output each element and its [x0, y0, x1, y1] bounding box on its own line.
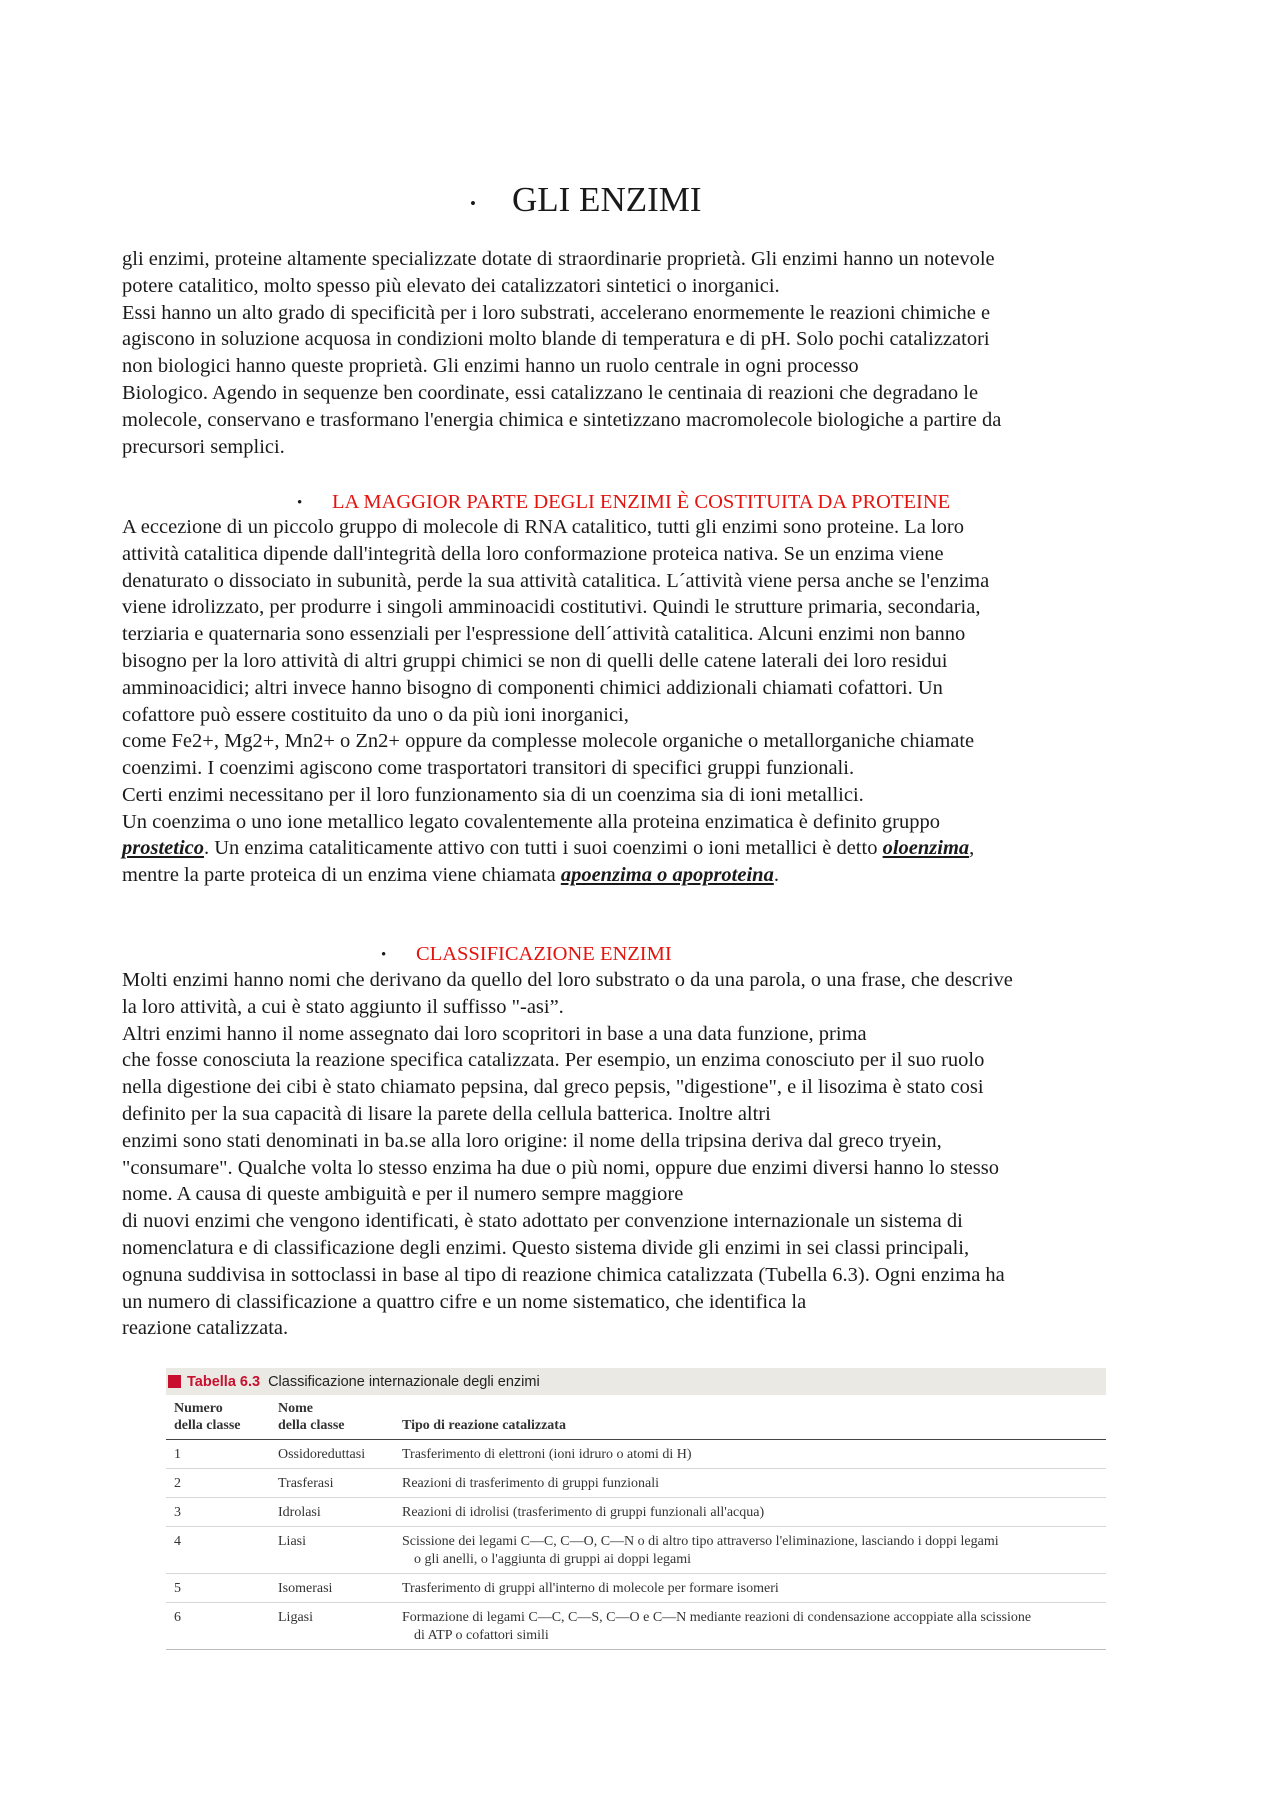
class-number: 4	[174, 1534, 181, 1549]
bullet-icon: •	[297, 495, 303, 511]
table-row	[166, 1574, 1106, 1603]
table-header-row	[166, 1398, 1106, 1440]
text-span: . Un enzima cataliticamente attivo con tutti i suoi coenzimi o ioni metallici è detto	[204, 837, 883, 859]
class-name: Isomerasi	[278, 1581, 333, 1596]
bullet-icon: •	[470, 194, 476, 213]
reaction-type: Reazioni di trasferimento di gruppi funzionali	[402, 1476, 659, 1491]
class-number: 3	[174, 1505, 181, 1520]
class-number: 2	[174, 1476, 181, 1491]
table-row	[166, 1527, 1106, 1574]
reaction-type: Trasferimento di gruppi all'interno di molecole per formare isomeri	[402, 1581, 779, 1596]
page-title: GLI ENZIMI	[512, 180, 702, 219]
text-span: .	[773, 864, 779, 886]
term-apoenzima: apoenzima o apoproteina	[560, 864, 774, 886]
table-title: Classificazione internazionale degli enzimi	[268, 1373, 540, 1390]
bullet-icon: •	[381, 947, 387, 963]
reaction-type	[394, 1603, 1106, 1650]
table-row	[166, 1603, 1106, 1650]
column-header: Nome della classe	[278, 1401, 345, 1433]
term-oloenzima: oloenzima	[882, 837, 970, 859]
text-span: ,	[969, 837, 975, 859]
section1-paragraph: A eccezione di un piccolo gruppo di molecole di RNA catalitico, tutti gli enzimi sono proteine. La loro attività catalitica dipende dall'integrità della loro conformazione proteica nativa. Se un enzima viene denaturato o dissociato in subunità, perde la sua attività catalitica. L´attività viene persa anche se l'enzima viene idrolizzato, per produrre i singoli amminoacidi costitutivi. Quindi le strutture primaria, secondaria, terziaria e quaternaria sono essenziali per l'espressione dell´attività catalitica. Alcuni enzimi non banno bisogno per la loro attività di altri gruppi chimici se non di quelli delle catene laterali dei loro residui amminoacidici; altri invece hanno bisogno di componenti chimici addizionali chiamati cofattori. Un cofattore può essere costituito da uno o da più ioni inorganici, come Fe2+, Mg2+, Mn2+ o Zn2+ oppure da complesse molecole organiche o metallorganiche chiamate coenzimi. I coenzimi agiscono come trasportatori transitori di specifici gruppi funzionali. Certi enzimi necessitano per il loro funzionamento sia di un coenzima sia di ioni metallici. Un coenzima o uno ione metallico legato covalentemente alla proteina enzimatica è definito gruppo	[122, 516, 990, 833]
reaction-type: Reazioni di idrolisi (trasferimento di gruppi funzionali all'acqua)	[402, 1505, 765, 1520]
class-number: 1	[174, 1447, 181, 1462]
column-header: Tipo di reazione catalizzata	[402, 1418, 566, 1433]
class-number: 6	[174, 1610, 181, 1625]
intro-paragraph: gli enzimi, proteine altamente specializzate dotate di straordinarie proprietà. Gli enzimi hanno un notevole potere catalitico, molto spesso più elevato dei catalizzatori sintetici o inorganici. Essi hanno un alto grado di specificità per i loro substrati, accelerano enormemente le reazioni chimiche e agiscono in soluzione acquosa in condizioni molto blande di temperatura e di pH. Solo pochi catalizzatori non biologici hanno queste proprietà. Gli enzimi hanno un ruolo centrale in ogni processo Biologico. Agendo in sequenze ben coordinate, essi catalizzano le centinaia di reazioni che degradano le molecole, conservano e trasformano l'energia chimica e sintetizzano macromolecole biologiche a partire da precursori semplici.	[122, 248, 1002, 458]
reaction-type-continuation: o gli anelli, o l'aggiunta di gruppi ai doppi legami	[414, 1552, 692, 1567]
reaction-type	[394, 1527, 1106, 1574]
reaction-type-line: Scissione dei legami C—C, C—O, C—N o di altro tipo attraverso l'eliminazione, lasciando i doppi legami	[402, 1534, 999, 1549]
column-header: Numero della classe	[174, 1401, 241, 1433]
table-row	[166, 1440, 1106, 1469]
text-span: mentre la parte proteica di un enzima viene chiamata	[122, 864, 561, 886]
section-heading-proteine	[297, 489, 951, 515]
class-name: Ossidoreduttasi	[278, 1447, 366, 1462]
class-number: 5	[174, 1581, 181, 1596]
title-row	[0, 176, 1280, 226]
table-row	[166, 1469, 1106, 1498]
section-heading-classificazione	[381, 941, 672, 967]
table	[166, 1398, 1106, 1650]
class-name: Liasi	[278, 1534, 306, 1549]
class-name: Trasferasi	[278, 1476, 334, 1491]
term-prostetico: prostetico	[122, 837, 204, 859]
section1-line-terms	[122, 835, 1162, 862]
table-label: Tabella 6.3	[187, 1373, 261, 1390]
class-name: Ligasi	[278, 1610, 313, 1625]
class-name: Idrolasi	[278, 1505, 321, 1520]
section2-paragraph: Molti enzimi hanno nomi che derivano da quello del loro substrato o da una parola, o una frase, che descrive la loro attività, a cui è stato aggiunto il suffisso "-asi”. Altri enzimi hanno il nome assegnato dai loro scopritori in base a una data funzione, prima che fosse conosciuta la reazione specifica catalizzata. Per esempio, un enzima conosciuto per il suo ruolo nella digestione dei cibi è stato chiamato pepsina, dal greco pepsis, "digestione", e il lisozima è stato cosi definito per la sua capacità di lisare la parete della cellula batterica. Inoltre altri enzimi sono stati denominati in ba.se alla loro origine: il nome della tripsina deriva dal greco tryein, "consumare". Qualche volta lo stesso enzima ha due o più nomi, oppure due enzimi diversi hanno lo stesso nome. A causa di queste ambiguità e per il numero sempre maggiore di nuovi enzimi che vengono identificati, è stato adottato per convenzione internazionale un sistema di nomenclatura e di classificazione degli enzimi. Questo sistema divide gli enzimi in sei classi principali, ognuna suddivisa in sottoclassi in base al tipo di reazione chimica catalizzata (Tubella 6.3). Ogni enzima ha un numero di classificazione a quattro cifre e un nome sistematico, che identifica la reazione catalizzata.	[122, 969, 1013, 1340]
section-heading-text: LA MAGGIOR PARTE DEGLI ENZIMI È COSTITUITA DA PROTEINE	[332, 491, 951, 513]
enzyme-classification-table	[166, 1368, 1106, 1650]
reaction-type-line: Formazione di legami C—C, C—S, C—O e C—N mediante reazioni di condensazione accoppiate alla scissione	[402, 1610, 1032, 1625]
table-row	[166, 1498, 1106, 1527]
section1-line-apoenzima	[122, 862, 1162, 889]
reaction-type-continuation: di ATP o cofattori simili	[414, 1628, 549, 1643]
red-square-icon	[168, 1375, 181, 1388]
section-heading-text: CLASSIFICAZIONE ENZIMI	[416, 943, 672, 965]
table-caption	[166, 1368, 1106, 1395]
reaction-type: Trasferimento di elettroni (ioni idruro o atomi di H)	[402, 1447, 692, 1462]
